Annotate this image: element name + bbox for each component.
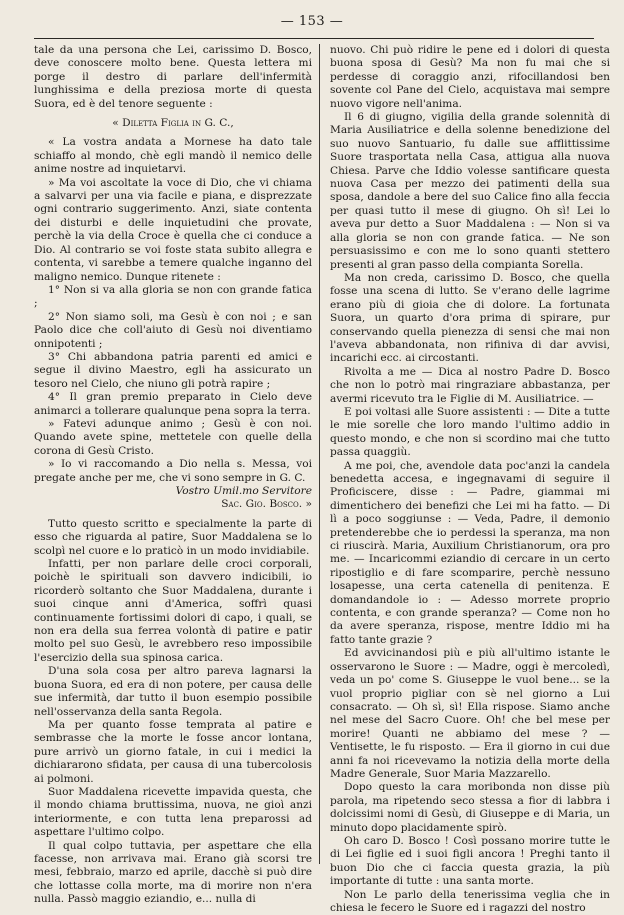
letter-list-item: 4° Il gran premio preparato in Cielo deve animarci a tollerare qualunque pena sopra la terra. <box>34 391 312 417</box>
paragraph: Non Le parlo della tenerissima veglia che in chiesa le fecero le Suore ed i ragazzi del nostro <box>330 888 610 914</box>
paragraph: Dopo questo la cara moribonda non disse più parola, ma ripetendo seco stessa a fior di labbra i dolcissimi nomi di Gesù, di Giuseppe e di Maria, un minuto dopo placidamente spirò. <box>330 781 610 834</box>
paragraph: Il 6 di giugno, vigilia della grande solennità di Maria Ausiliatrice e della solenne benedizione del suo nuovo Santuario, fu dalle sue afflittissime Suore trasportata nella Casa, attigua alla nuova Chiesa. Parve che Iddio volesse santificare questa nuova Casa per mezzo dei patimenti della sua sposa, dandole a bere del suo Calice fino alla feccia per quasi tutto il mese di giugno. Oh sì! Lei lo aveva pur detto a Suor Maddalena : — Non si va alla gloria se non con grande fatica. — Ne son persuasissimo e con me lo sono quanti stettero presenti al gran passo della compianta Sorella. <box>330 111 610 271</box>
paragraph: Ma non creda, carissimo D. Bosco, che quella fosse una scena di lutto. Se v'erano delle lagrime erano più di gioia che di dolore. La fortunata Suora, un quarto d'ora prima di spirare, pur conservando quella pienezza di sensi che mai non l'aveva abbandonata, non rifiniva di dar avvisi, incarichi ecc. ai circostanti. <box>330 271 610 365</box>
letter-list-item: 3° Chi abbandona patria parenti ed amici e segue il divino Maestro, egli ha assicurato un tesoro nel Cielo, che niuno gli potrà rapire ; <box>34 350 312 390</box>
letter-closing: Vostro Umil.mo Servitore <box>175 485 312 497</box>
letter-list-item: 2° Non siamo soli, ma Gesù è con noi ; e san Paolo dice che coll'aiuto di Gesù noi diventiamo onnipotenti ; <box>34 310 312 350</box>
paragraph: D'una sola cosa per altro pareva lagnarsi la buona Suora, ed era di non potere, per causa delle sue infermità, dar tutto il buon esempio possibile nell'osservanza della santa Regola. <box>34 665 312 718</box>
paragraph: Suor Maddalena ricevette impavida questa, che il mondo chiama bruttissima, nuova, ne gioì anzi interiormente, e con tutta lena preparossi ad aspettare l'ultimo colpo. <box>34 785 312 839</box>
paragraph: E poi voltasi alle Suore assistenti : — Dite a tutte le mie sorelle che loro mando l'ultimo addio in questo mondo, e che non si scordino mai che tutto passa quaggiù. <box>330 405 610 459</box>
letter-list-item: 1° Non si va alla gloria se non con grande fatica ; <box>34 283 312 310</box>
column-divider <box>319 44 320 864</box>
paragraph: Infatti, per non parlare delle croci corporali, poichè le spirituali son davvero indicibili, io ricorderò soltanto che Suor Maddalena, durante i suoi cinque anni d'America, soffrì quasi continuamente fortissimi dolori di capo, i quali, se non era della sua ferrea volontà di patire e patir molto pel suo Gesù, le avrebbero reso impossibile l'esercizio della sua spinosa carica. <box>34 558 312 664</box>
paragraph: Rivolta a me — Dica al nostro Padre D. Bosco che non lo potrò mai ringraziare abbastanza, per avermi ricevuto tra le Figlie di M. Ausiliatrice. — <box>330 365 610 405</box>
paragraph: Ma per quanto fosse temprata al patire e sembrasse che la morte le fosse ancor lontana, pure arrivò un giorno fatale, in cui i medici la dichiararono sfidata, per causa di una tubercolosis ai polmoni. <box>34 718 312 785</box>
letter-paragraph: » Io vi raccomando a Dio nella s. Messa, voi pregate anche per me, che vi sono sempre in G. C. <box>34 458 312 484</box>
paragraph: Tutto questo scritto e specialmente la parte di esso che riguarda al patire, Suor Maddalena se lo scolpì nel cuore e lo praticò in un modo invidiabile. <box>34 517 312 557</box>
paragraph: Ed avvicinandosi più e più all'ultimo istante le osservarono le Suore : — Madre, oggi è mercoledì, veda un po' come S. Giuseppe le vuol bene... se la vuol proprio pigliar con sè nel giorno a Lui consacrato. — Oh sì, sì! Ella rispose. Siamo anche nel mese del Sacro Cuore. Oh! che bel mese per morire! Quanti ne abbiamo del mese ? — Ventisette, le fu risposto. — Era il giorno in cui due anni fa noi ricevevamo la notizia della morte della Madre Generale, Suor Maria Mazzarello. <box>330 647 610 780</box>
paragraph: A me poi, che, avendole data poc'anzi la candela benedetta accesa, e ingegnavami di seguire il Proficiscere, disse : — Padre, giammai mi dimentichero dei benefizi che Lei mi ha fatto. — Di lì a poco soggiunse : — Veda, Padre, il demonio pretenderebbe che io perdessi la speranza, ma non ci riuscirà. Maria, Auxilium Christianorum, ora pro me. — Incaricommi eziandio di cercare in un certo ripostiglio e di fare scomparire, perchè nessuno losapesse, una certa catenella di penitenza. E domandandole io : — Adesso morrete proprio contenta, e con grande speranza? — Come non ho da avere speranza, rispose, mentre Iddio mi ha fatto tante grazie ? <box>330 459 610 646</box>
paragraph: Il qual colpo tuttavia, per aspettare che ella facesse, non arrivava mai. Erano già scorsi tre mesi, febbraio, marzo ed aprile, dacchè si può dire che lottasse colla morte, ma di morire non n'era nulla. Passò maggio eziandio, e... nulla di <box>34 839 312 906</box>
paragraph: Oh caro D. Bosco ! Così possano morire tutte le di Lei figlie ed i suoi figli ancora ! Preghi tanto il buon Dio che ci faccia questa grazia, la più importante di tutte : una santa morte. <box>330 834 610 888</box>
paragraph: tale da una persona che Lei, carissimo D. Bosco, deve conoscere molto bene. Questa lettera mi porge il destro di parlare dell'infermità lunghissima e della preziosa morte di questa Suora, ed è del tenore seguente : <box>34 44 312 110</box>
letter-salutation: « Diletta Figlia in G. C., <box>112 117 234 130</box>
paragraph: nuovo. Chi può ridire le pene ed i dolori di questa buona sposa di Gesù? Ma non fu mai che si perdesse di coraggio anzi, rifocillandosi ben sovente col Pane del Cielo, acquistava mai sempre nuovo vigore nell'anima. <box>330 44 610 110</box>
letter-paragraph: « La vostra andata a Mornese ha dato tale schiaffo al mondo, chè egli mandò il nemico delle anime nostre ad inquietarvi. <box>34 136 312 176</box>
letter-paragraph: » Fatevi adunque animo ; Gesù è con noi. Quando avete spine, mettetele con quelle della corona di Gesù Cristo. <box>34 417 312 457</box>
header-rule <box>34 38 594 39</box>
left-column <box>34 44 312 907</box>
letter-paragraph: » Ma voi ascoltate la voce di Dio, che vi chiama a salvarvi per una via facile e piana, e disprezzate ogni contrario suggerimento. Anzi, siate contenta dei disturbi e delle inquietudini che provate, perchè la via della Croce è quella che ci conduce a Dio. Al contrario se voi foste stata subito allegra e contenta, vi sarebbe a temere qualche inganno del maligno nemico. Dunque ritenete : <box>34 176 312 283</box>
page-number: — 153 — <box>280 14 344 29</box>
letter-signature: Sac. Gio. Bosco. » <box>221 498 312 511</box>
right-column <box>330 44 610 915</box>
